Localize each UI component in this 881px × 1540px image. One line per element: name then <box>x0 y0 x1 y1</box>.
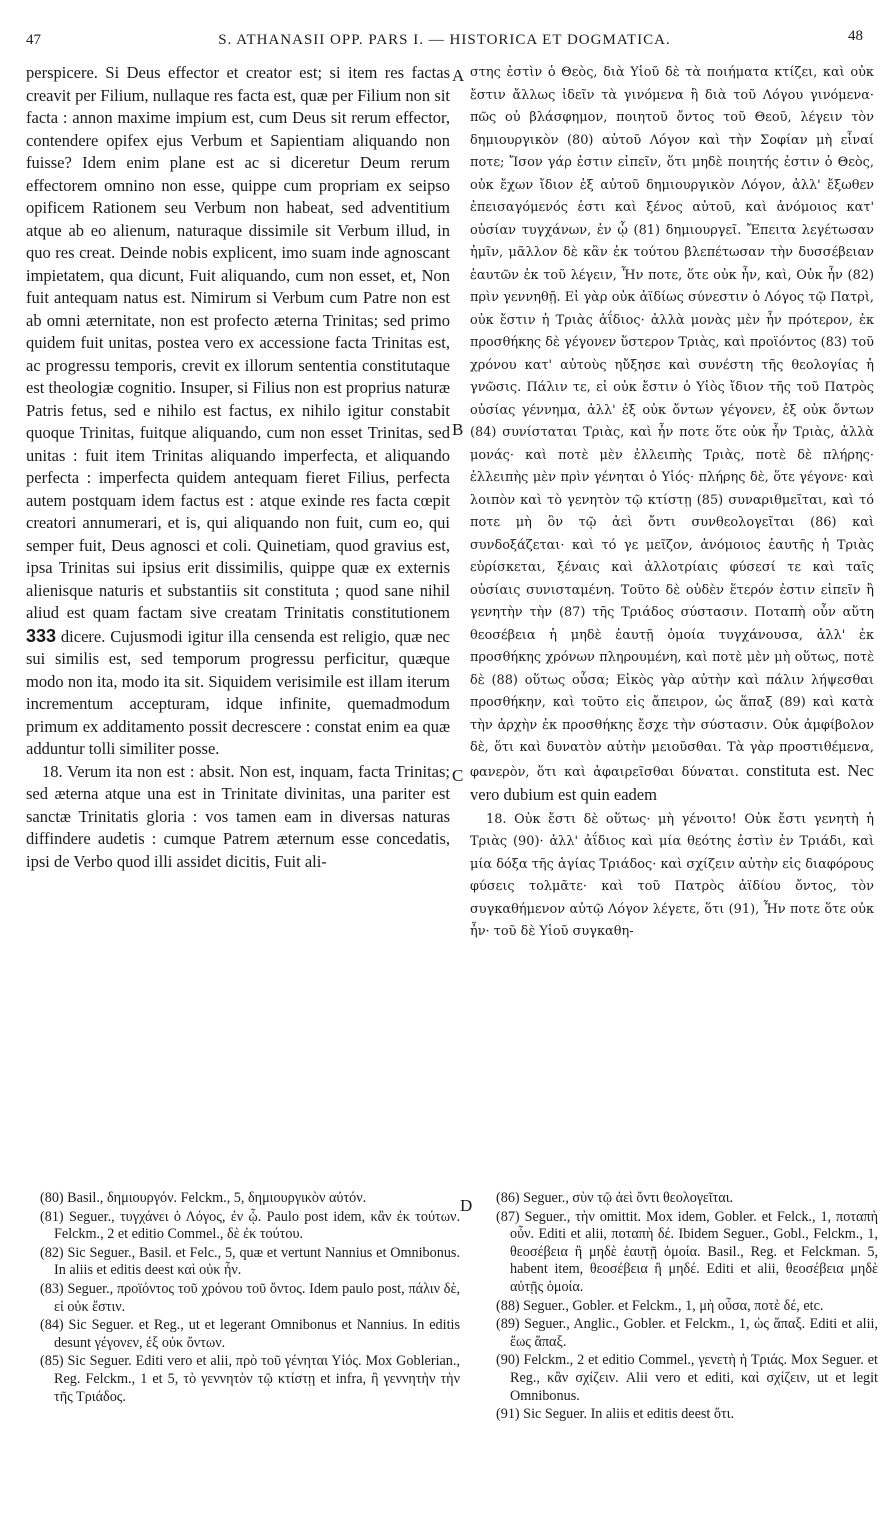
margin-letter-c: C <box>452 766 464 785</box>
greek-column <box>470 62 874 1054</box>
page-number-left: 47 <box>26 32 41 48</box>
footnote: (86) Seguer., σὺν τῷ ἀεὶ ὄντι θεολογεῖται. <box>496 1190 734 1206</box>
latin-text-part2: dicere. Cujusmodi igitur illa censenda est religio, quæ nec sui similis est, sed temporum progressu perficitur, quæque modo non ita, modo ita sit. Siquidem verisimile est illam iterum incrementum accepturam, idque infinite, quemadmodum primum ex additamento possit decrescere : constat enim ea quæ adduntur tolli similiter posse. <box>26 626 450 758</box>
footnote: (88) Seguer., Gobler. et Felckm., 1, μὴ οὖσα, ποτὲ δέ, etc. <box>496 1297 824 1314</box>
footnote: (84) Sic Seguer. et Reg., ut et legerant Omnibonus et Nannius. In editis desunt γέγονεν, ἐξ οὐκ ὄντων. <box>40 1317 460 1351</box>
footnote: (81) Seguer., τυγχάνει ὁ Λόγος, ἐν ᾧ. Paulo post idem, κἂν ἐκ τούτων. Felckm., 2 et editio Commel., δὲ ἐκ τούτου. <box>40 1208 460 1243</box>
footnotes-right <box>496 1190 878 1530</box>
footnote: (87) Seguer., τὴν omittit. Mox idem, Gobler. et Felck., 1, ποταπὴ οὖν. Editi et alii, ποταπὴ δέ. Ibidem Seguer., Gobl., Felckm., 1, θεοσέβεια ἢ μηδὲ ἑαυτῇ ὁμοία. Basil., Reg. et Felckman. 5, habent item, θεοσέβεια ἢ μηδέ. Editi et alii, θεοσέβεια μηδὲ αὐτῇς ὁμοία. <box>496 1208 878 1295</box>
page-number-right: 48 <box>848 28 863 44</box>
footnote: (89) Seguer., Anglic., Gobler. et Felckm., 1, ὡς ἅπαξ. Editi et alii, ἕως ἅπαξ. <box>496 1316 878 1350</box>
latin-column <box>26 62 450 1054</box>
footnote: (80) Basil., δημιουργόν. Felckm., 5, δημιουργικὸν αὐτόν. <box>40 1190 367 1206</box>
page-header <box>26 24 863 52</box>
margin-letter-a: A <box>452 66 465 85</box>
footnote: (82) Sic Seguer., Basil. et Felc., 5, quæ et vertunt Nannius et Omnibonus. In aliis et editis deest καὶ οὐκ ἦν. <box>40 1244 460 1279</box>
latin-continuation: constituta est. Nec vero dubium est quin eadem <box>470 760 874 804</box>
latin-paragraph-17 <box>26 62 450 761</box>
greek-paragraph-17 <box>470 62 874 809</box>
footnotes-left <box>40 1190 460 1530</box>
running-title: S. ATHANASII OPP. PARS I. — HISTORICA ET DOGMATICA. <box>218 32 671 48</box>
latin-text-part1: perspicere. Si Deus effector et creator est; si item res factas creavit per Filium, nullaque res facta est, quæ per Filium non sit facta : annon maxime impium est, cum Deus sit rerum effector, contendere opifex ejus Verbum et Sapientiam aliquando non fuisse? Idem enim plane est ac si diceretur Deum rerum effectorem omnino non esse, quippe cum propriam ex seipso opificem Rationem seu Verbum non habeat, sed adventitium atque ab eo alienum, naturaque dissimile sit Verbum illud, in quo res creat. Deinde nobis explicent, imo suam inde agnoscant impietatem, qua dicunt, Fuit aliquando, cum non esset, et, Non fuit antequam natus est. Nimirum si Verbum cum Patre non est ab omni æternitate, non est profecto æterna Trinitas; sed primo quidem fuit unitas, postea vero ex accessione facta Trinitas est, ac progressu temporis, crevit ex illorum sententia constitutaque est theologiæ cognitio. Insuper, si Filius non est proprius naturæ Patris fetus, sed e nihilo est factus, ex nihilo igitur constabit quoque Trinitas, fuitque aliquando, cum non esset Trinitas, sed unitas : fuit item Trinitas aliquando imperfecta, et aliquando perfecta : imperfecta quidem antequam fieret Filius, perfecta autem postquam idem factus est : atque exinde res facta cœpit creatori annumerari, et is, qui aliquando non fuit, cum eo, qui semper fuit, Deus agnosci et coli. Quinetiam, quod gravius est, ipsa Trinitas sui ipsius erit dissimilis, quippe quæ ex externis alienisque naturis et substantiis sit constituta ; quod sane nihil aliud est quam factam sive creatam Trinitatis constitutionem <box>26 63 450 622</box>
footnote: (91) Sic Seguer. In aliis et editis deest ὅτι. <box>496 1406 735 1423</box>
margin-letter-b: B <box>452 420 464 439</box>
latin-paragraph-18: 18. Verum ita non est : absit. Non est, inquam, facta Trinitas; sed æterna atque una est in Trinitate divinitas, una pariter est sanctæ Trinitatis gloria : vos tamen eam in diversas naturas diffindere audetis : cumque Patrem æternum esse concedatis, ipsi de Verbo quod illi assidet dicitis, Fuit ali- <box>26 761 450 871</box>
footnote: (90) Felckm., 2 et editio Commel., γενετὴ ἡ Τριάς. Mox Seguer. et Reg., κἂν σχίζειν. Alii vero et editi, καὶ σχίζειν, ut et legit Omnibonus. <box>496 1352 878 1404</box>
greek-text-17: στης ἐστὶν ὁ Θεὸς, διὰ Υἱοῦ δὲ τὰ ποιήματα κτίζει, καὶ οὐκ ἔστιν ἄλλως ἰδεῖν τὰ γινόμενα ἢ διὰ τοῦ Λόγου γινόμενα· πῶς οὐ βλάσφημον, ποιητοῦ ὄντος τοῦ Θεοῦ, λέγειν τὸν δημιουργικὸν (80) αὐτοῦ Λόγον καὶ τὴν Σοφίαν μὴ εἶναί ποτε; Ἴσον γάρ ἐστιν εἰπεῖν, ὅτι μηδὲ ποιητής ἐστιν ὁ Θεὸς, οὐκ ἔχων ἴδιον ἐξ αὐτοῦ δημιουργικὸν Λόγον, ἀλλ' ἔξωθεν ἐπεισαγόμενός ἐστι καὶ ξένος αὐτοῦ, καὶ ἀνόμοιος κατ' οὐσίαν τυγχάνων, ἐν ᾧ (81) δημιουργεῖ. Ἔπειτα λεγέτωσαν ἡμῖν, μᾶλλον δὲ κἂν ἐκ τούτου βλεπέτωσαν τὴν δυσσέβειαν ἑαυτῶν ἐκ τοῦ λέγειν, Ἦν ποτε, ὅτε οὐκ ἦν, καὶ, Οὐκ ἦν (82) πρὶν γεννηθῇ. Εἰ γὰρ οὐκ ἀϊδίως σύνεστιν ὁ Λόγος τῷ Πατρὶ, οὐκ ἔστιν ἡ Τριὰς ἀΐδιος· ἀλλὰ μονὰς μὲν ἦν πρότερον, ἐκ προσθήκης δὲ γέγονεν ὕστερον Τριὰς, καὶ προϊόντος (83) τοῦ χρόνου κατ' αὐτοὺς ηὔξησε καὶ συνέστη τῆς θεολογίας ἡ γνῶσις. Πάλιν τε, εἰ οὐκ ἔστιν ὁ Υἱὸς ἴδιον τῆς τοῦ Πατρὸς οὐσίας γέννημα, ἀλλ' ἐξ οὐκ ὄντων γέγονεν, ἐξ οὐκ ὄντων (84) συνίσταται Τριὰς, καὶ ἦν ποτε ὅτε οὐκ ἦν Τριὰς, ἀλλὰ μονάς· καὶ ποτὲ μὲν ἐλλειπὴς Τριὰς, ποτὲ δὲ πλήρης· ἐλλειπὴς μὲν πρὶν γένηται ὁ Υἱός· πλήρης δὲ, ὅτε γέγονε· καὶ λοιπὸν καὶ τὸ γενητὸν τῷ κτίστῃ (85) συναριθμεῖται, καὶ τό ποτε μὴ ὂν τῷ ἀεὶ ὄντι συνθεολογεῖται (86) καὶ συνδοξάζεται· καὶ τό γε μεῖζον, ἀνόμοιος ἑαυτῆς ἡ Τριὰς εὑρίσκεται, ξέναις καὶ ἀλλοτρίαις φύσεσί τε καὶ ταῖς οὐσίαις συνισταμένη. Τοῦτο δὲ οὐδὲν ἕτερόν ἐστιν εἰπεῖν ἢ γενητὴν τὴν (87) τῆς Τριάδος σύστασιν. Ποταπὴ οὖν αὕτη θεοσέβεια ἡ μηδὲ ἑαυτῇ ὁμοία τυγχάνουσα, ἀλλ' ἐκ προσθήκης χρόνων πληρουμένη, καὶ ποτὲ μὲν μὴ οὕτως, ποτὲ δὲ (88) οὕτως οὖσα; Εἰκὸς γὰρ αὐτὴν καὶ πάλιν λήψεσθαι προσθήκην, καὶ τοῦτο εἰς ἄπειρον, ὡς ἅπαξ (89) καὶ κατὰ τὴν ἀρχὴν ἐκ προσθήκης ἔσχε τὴν σύστασιν. Οὐκ ἀμφίβολον δὲ, ὅτι καὶ δυνατὸν αὐτὴν μειοῦσθαι. Τὰ γὰρ προστιθέμενα, φανερὸν, ὅτι καὶ ἀφαιρεῖσθαι δύναται. <box>470 65 874 780</box>
footnote: (83) Seguer., προϊόντος τοῦ χρόνου τοῦ ὄντος. Idem paulo post, πάλιν δὲ, εἰ οὐκ ἔστιν. <box>40 1280 460 1315</box>
greek-paragraph-18: 18. Οὐκ ἔστι δὲ οὕτως· μὴ γένοιτο! Οὐκ ἔστι γενητὴ ἡ Τριὰς (90)· ἀλλ' ἀΐδιος καὶ μία θεότης ἐστὶν ἐν Τριάδι, καὶ μία δόξα τῆς ἁγίας Τριάδος· καὶ σχίζειν αὐτὴν εἰς διαφόρους φύσεις τολμᾶτε· καὶ τοῦ Πατρὸς ἀϊδίου ὄντος, τὸν συγκαθήμενον αὐτῷ Λόγον λέγετε, ὅτι (91), Ἦν ποτε ὅτε οὐκ ἦν· τοῦ δὲ Υἱοῦ συγκαθη- <box>470 811 874 939</box>
footnote: (85) Sic Seguer. Editi vero et alii, πρὸ τοῦ γένηται Υἱός. Mox Goblerian., Reg. Felckm., 1 et 5, τὸ γεννητὸν τῷ κτίστῃ et infra, ἢ γεννητὴν τὴν τῆς Τριάδος. <box>40 1353 460 1405</box>
margin-letter-d: D <box>460 1196 473 1215</box>
bold-page-number: 333 <box>26 625 57 646</box>
